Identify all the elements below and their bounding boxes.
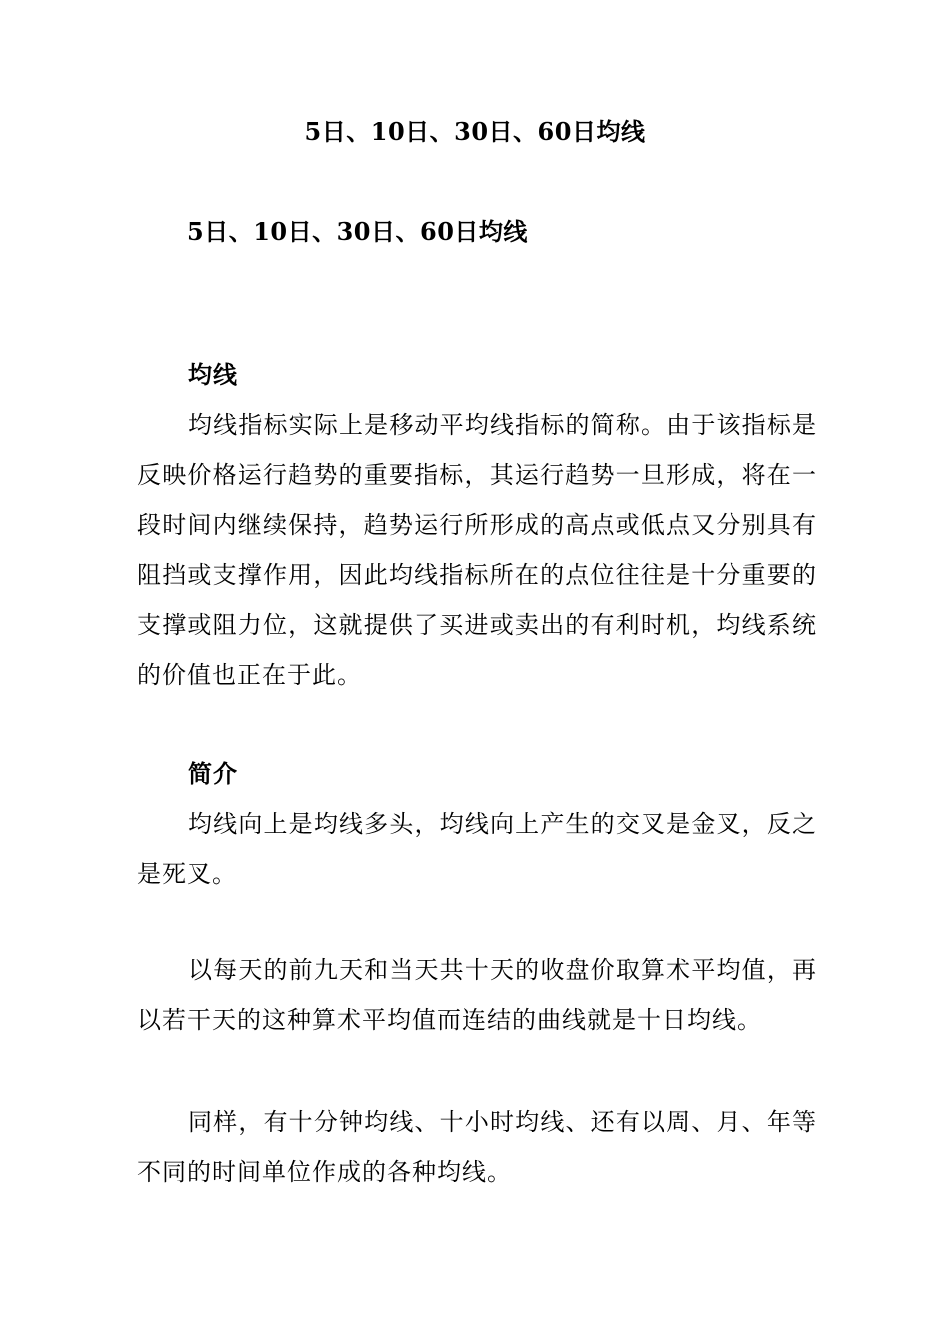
paragraph-other-time-units [137, 1097, 817, 1197]
section-heading-junxian: 均线 [188, 360, 238, 389]
document-subtitle: 5日、10日、30日、60日均线 [187, 217, 528, 246]
section-paragraph-junxian [137, 400, 817, 700]
document-title: 5日、10日、30日、60日均线 [304, 117, 646, 146]
paragraph-text: 以每天的前九天和当天共十天的收盘价取算术平均值，再以若干天的这种算术平均值而连结的曲线就是十日均线。 [137, 956, 817, 1034]
section-heading-jianjie: 简介 [188, 759, 238, 788]
paragraph-text: 同样，有十分钟均线、十小时均线、还有以周、月、年等不同的时间单位作成的各种均线。 [137, 1108, 817, 1186]
section-paragraph-jianjie [137, 799, 817, 899]
paragraph-ten-day-definition [137, 945, 817, 1045]
paragraph-text: 均线向上是均线多头，均线向上产生的交叉是金叉，反之是死叉。 [137, 810, 817, 888]
paragraph-text: 均线指标实际上是移动平均线指标的简称。由于该指标是反映价格运行趋势的重要指标，其运行趋势一旦形成，将在一段时间内继续保持，趋势运行所形成的高点或低点又分别具有阻挡或支撑作用，因此均线指标所在的点位往往是十分重要的支撑或阻力位，这就提供了买进或卖出的有利时机，均线系统的价值也正在于此。 [137, 411, 817, 689]
